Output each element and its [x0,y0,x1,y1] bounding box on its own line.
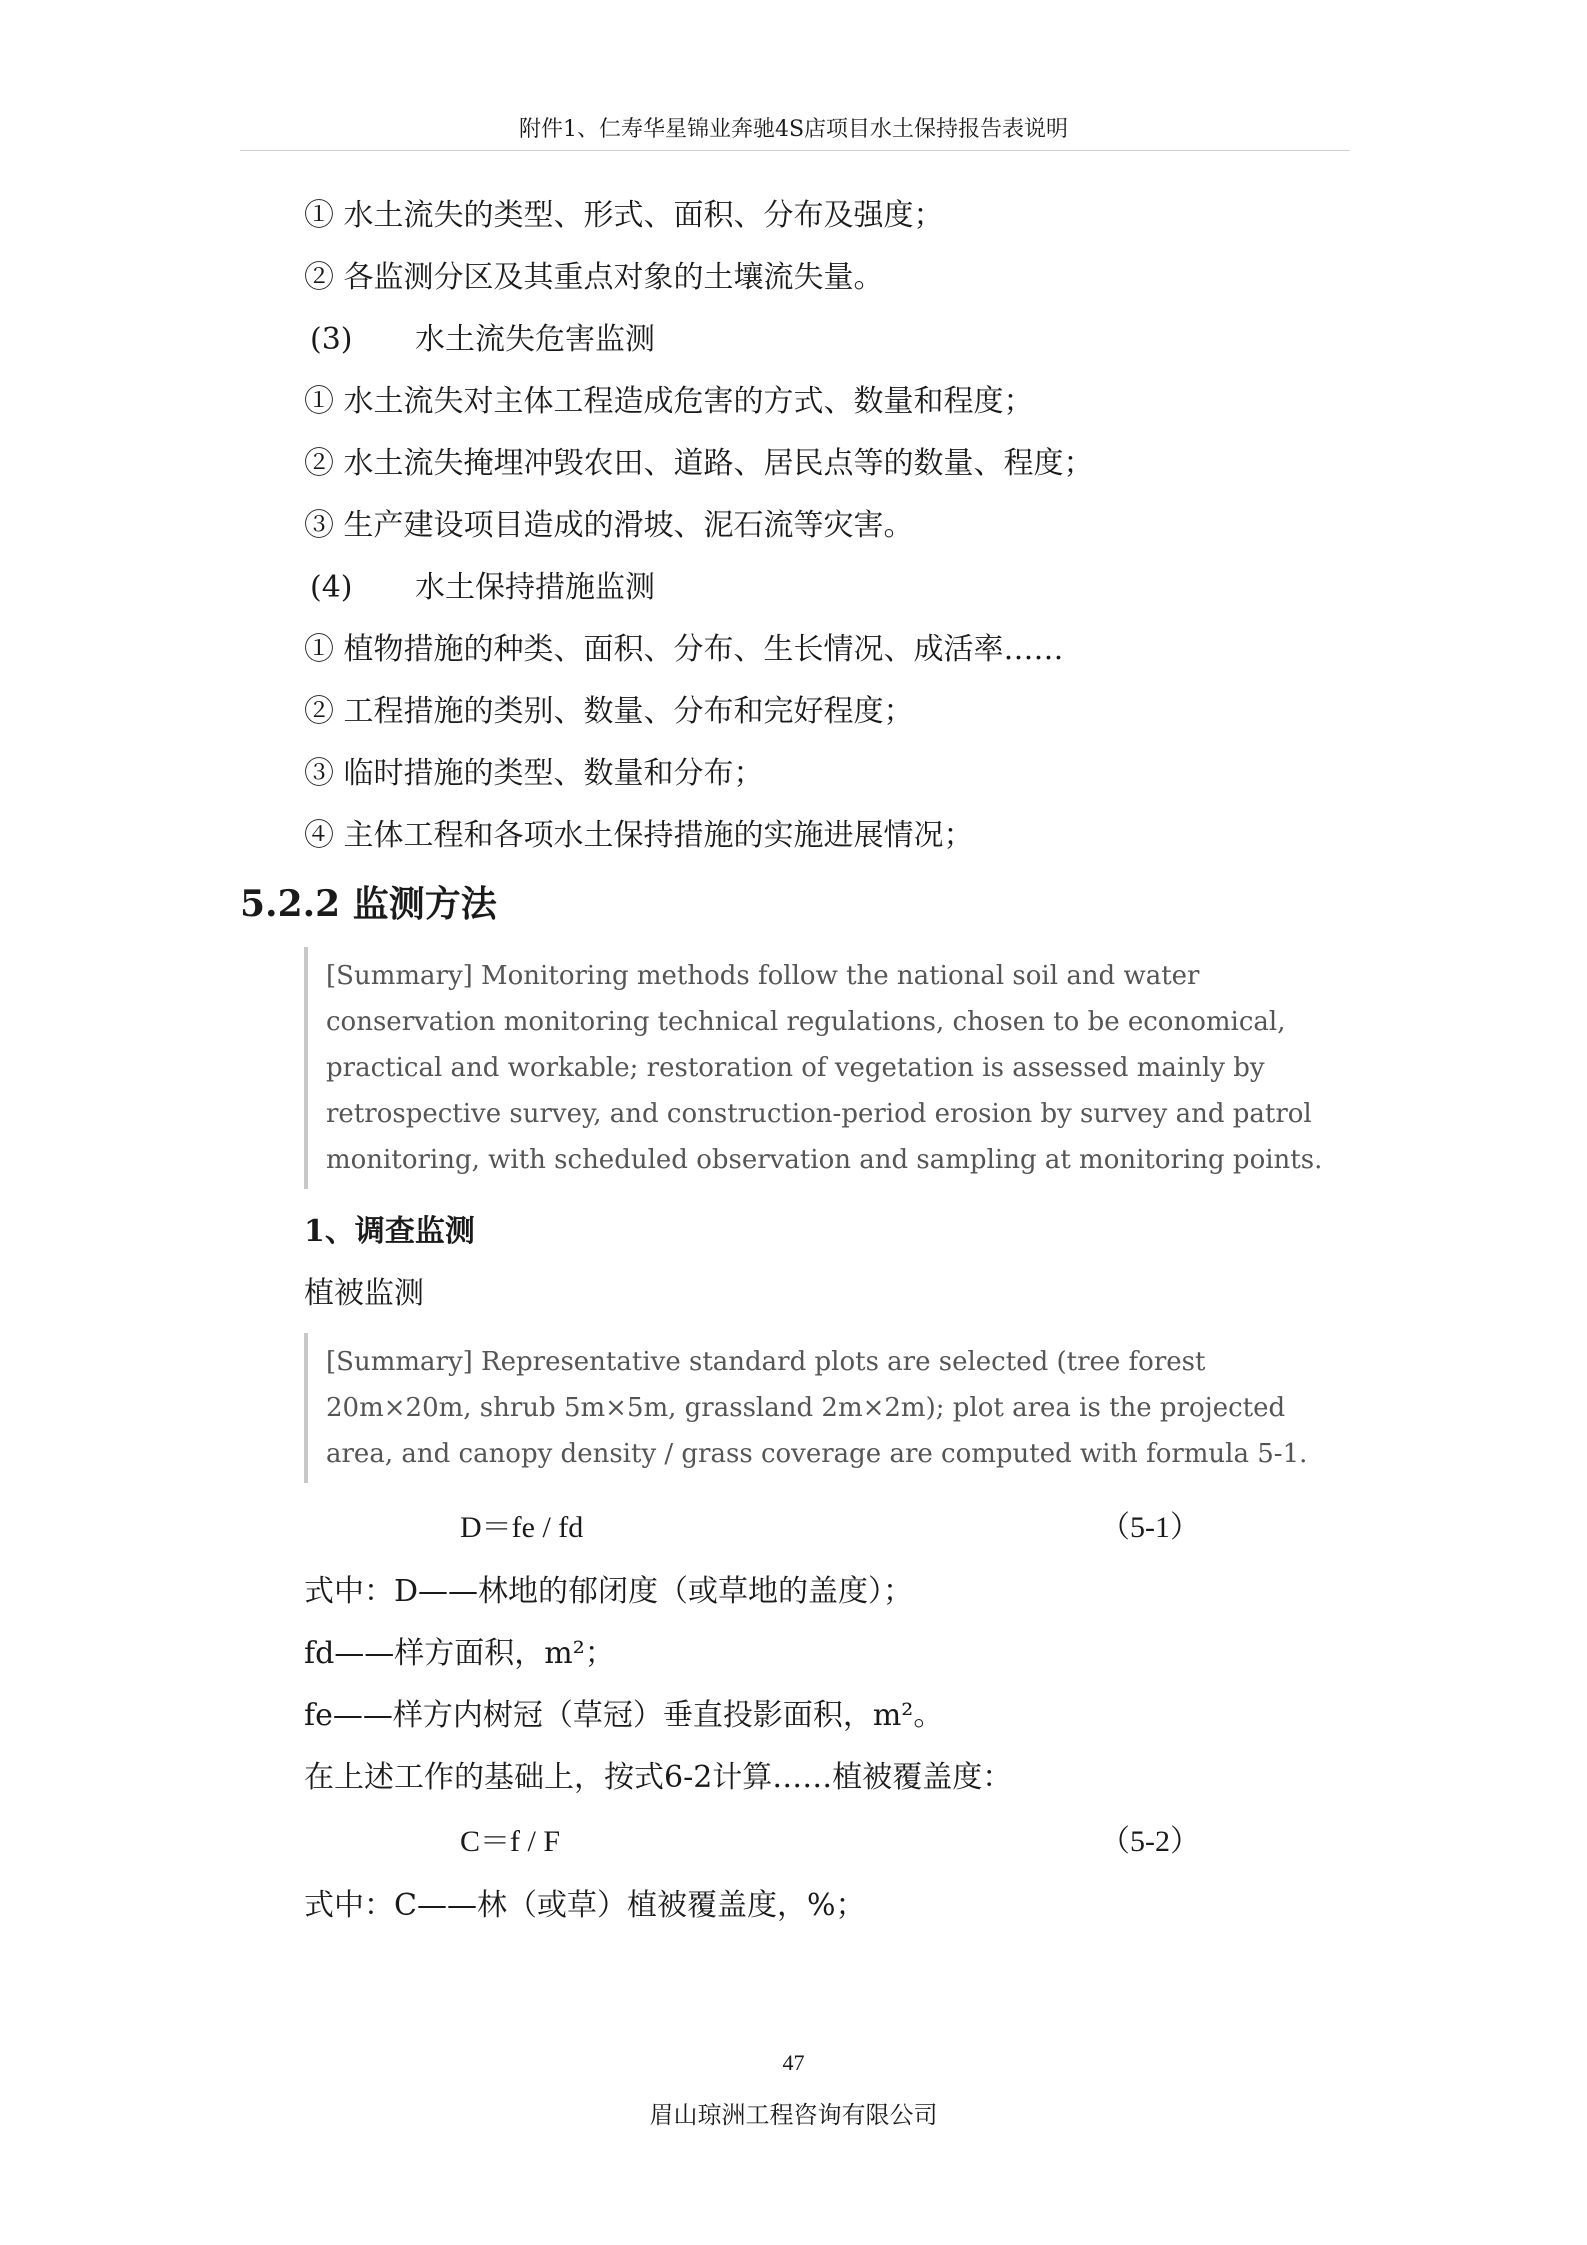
formula-number: （5-2） [1100,1825,1200,1858]
list-item: ③ 临时措施的类型、数量和分布； [304,756,764,791]
summary-placeholder: [Summary] Monitoring methods follow the national soil and water conservation monitoring technical regulations, chosen to be economical, practical and workable; restoration of vegetation is assessed mainly by retrospective survey, and construction-period erosion by survey and patrol monitoring, with scheduled observation and sampling at monitoring points. [304,947,1350,1189]
list-item: ② 水土流失掩埋冲毁农田、道路、居民点等的数量、程度； [304,446,1094,481]
formula-row [240,1495,1350,1561]
subsection-heading: 1、调查监测 [304,1214,475,1249]
list-item: ④ 主体工程和各项水土保持措施的实施进展情况； [304,818,974,853]
list-item: ① 水土流失对主体工程造成危害的方式、数量和程度； [304,384,1034,419]
formula-row [240,1809,1350,1875]
definition-line: fe——样方内树冠（草冠）垂直投影面积，m²。 [304,1698,944,1733]
list-item: ③ 生产建设项目造成的滑坡、泥石流等灾害。 [304,508,914,543]
formula-expression: C＝f / F [460,1825,561,1858]
subsection-title: 水土保持措施监测 [415,570,655,605]
list-item: ② 工程措施的类别、数量、分布和完好程度； [304,694,914,729]
subsection-number: (3) [310,322,353,357]
subsection-title: 水土流失危害监测 [415,322,655,357]
formula-number: （5-1） [1100,1511,1200,1544]
summary-placeholder: [Summary] Representative standard plots are selected (tree forest 20m×20m, shrub 5m×5m, grassland 2m×2m); plot area is the projected area, and canopy density / grass coverage are computed with formula 5-1. [304,1333,1350,1483]
header-divider [240,150,1350,151]
definition-line: fd——样方面积，m²； [304,1636,615,1671]
list-item: ① 水土流失的类型、形式、面积、分布及强度； [304,198,944,233]
subsection-subtitle: 植被监测 [304,1276,424,1311]
subsection-number: (4) [310,570,353,605]
document-body [240,185,1350,1937]
list-item: ② 各监测分区及其重点对象的土壤流失量。 [304,260,884,295]
subsection-heading [240,557,1350,619]
paragraph-line: 在上述工作的基础上，按式6-2计算……植被覆盖度： [304,1760,1013,1795]
footer-company: 眉山琼洲工程咨询有限公司 [649,2101,938,2129]
list-item: ① 植物措施的种类、面积、分布、生长情况、成活率…… [304,632,1064,667]
definition-line: 式中：C——林（或草）植被覆盖度，%； [304,1888,866,1923]
subsection-heading [240,309,1350,371]
page-number: 47 [782,2050,805,2075]
formula-expression: D＝fe / fd [460,1511,584,1544]
page-header-title: 附件1、仁寿华星锦业奔驰4S店项目水土保持报告表说明 [518,117,1069,142]
definition-line: 式中：D——林地的郁闭度（或草地的盖度）； [304,1574,914,1609]
section-heading: 5.2.2 监测方法 [240,883,497,925]
